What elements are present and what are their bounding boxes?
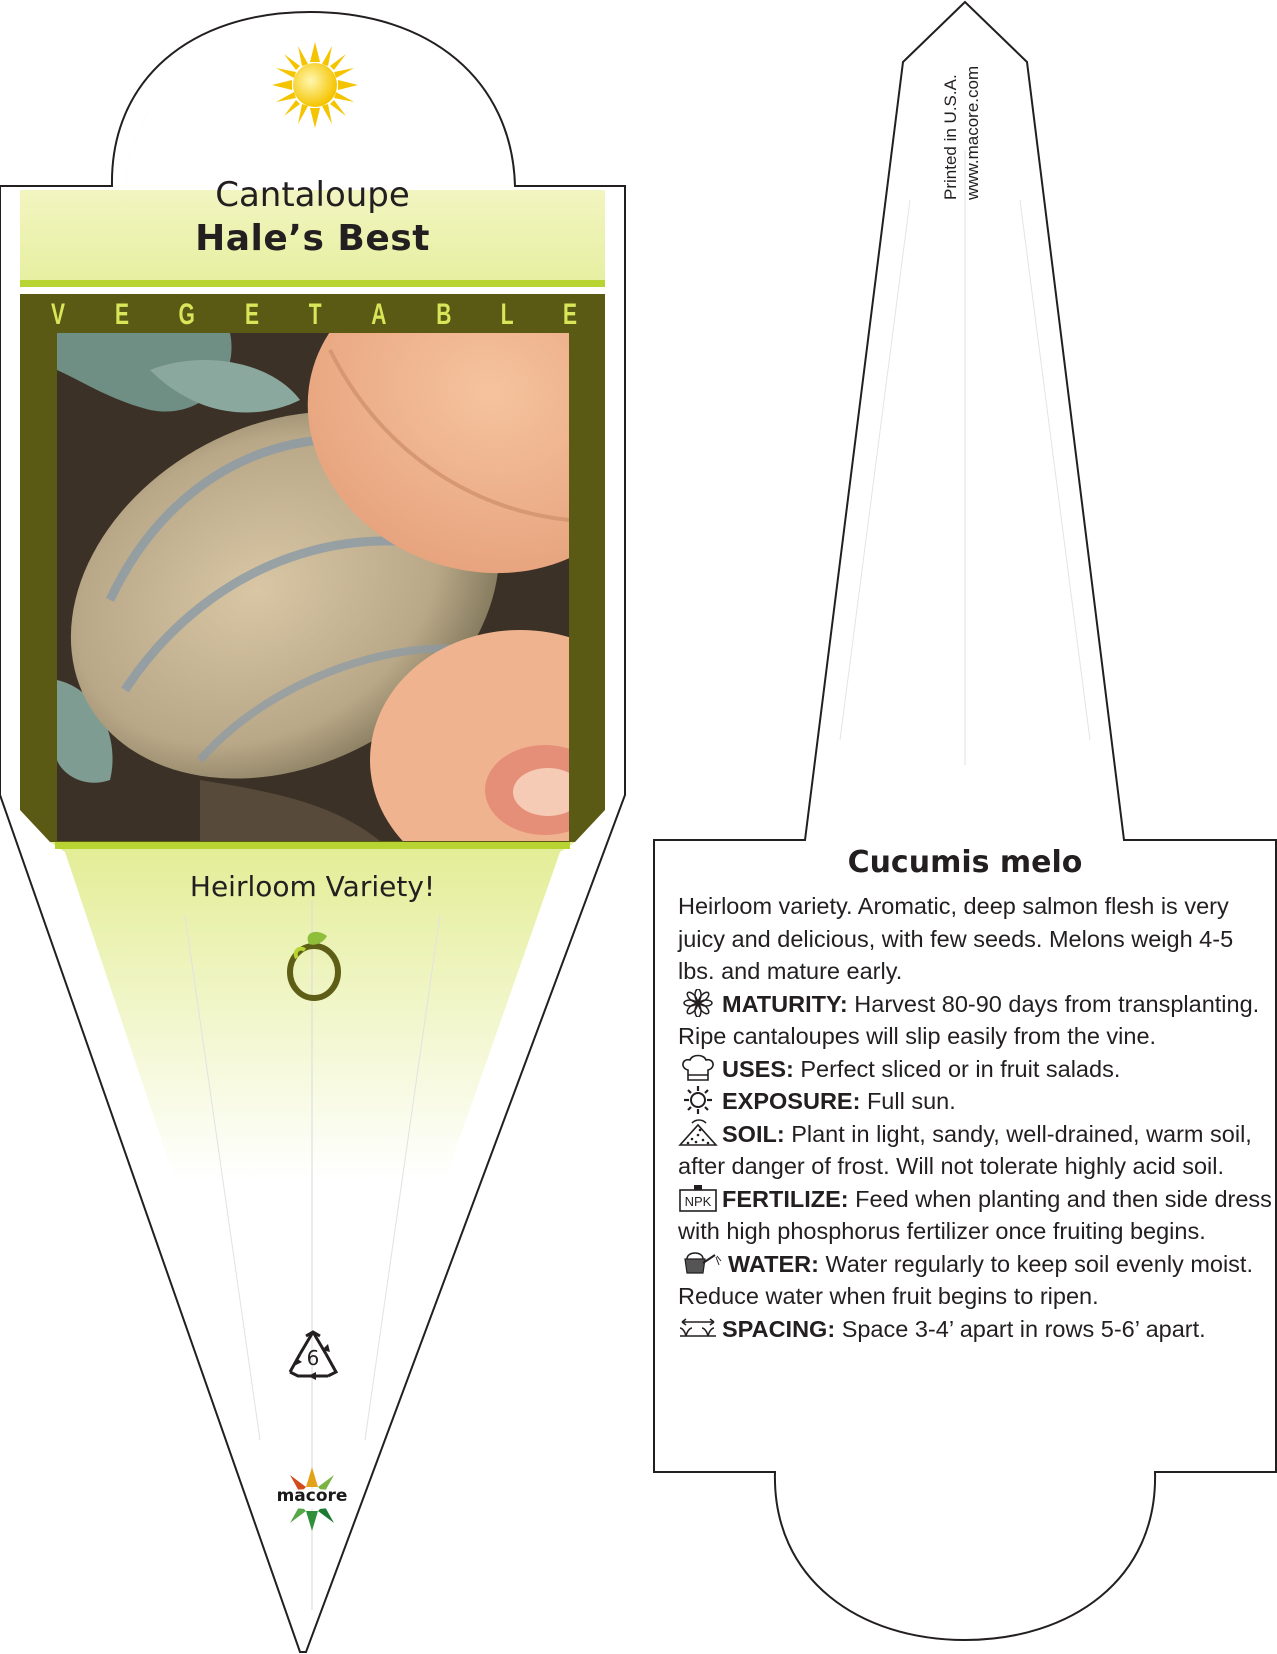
seed-sprout-icon: [283, 930, 345, 1002]
brand-name: macore: [276, 1486, 348, 1506]
care-item-uses: [678, 1053, 1273, 1086]
care-text: Harvest 80-90 days from transplanting. Ripe cantaloupes will slip easily from the vine.: [678, 990, 1260, 1049]
care-instructions: [678, 890, 1273, 1345]
care-text: Feed when planting and then side dress with high phosphorus fertilizer once fruiting begins.: [678, 1185, 1272, 1244]
care-item-fertilize: [678, 1183, 1273, 1248]
category-letter: L: [500, 298, 514, 331]
recycle-code: 6: [306, 1346, 320, 1370]
care-label: USES:: [722, 1055, 794, 1082]
care-label: SPACING:: [722, 1315, 836, 1342]
care-label: EXPOSURE:: [722, 1088, 861, 1114]
print-info: [940, 66, 984, 200]
care-text: Perfect sliced or in fruit salads.: [800, 1055, 1121, 1082]
soil-pile-icon: [678, 1119, 718, 1147]
variety-name: Hale’s Best: [195, 218, 430, 259]
description: Heirloom variety. Aromatic, deep salmon flesh is very juicy and delicious, with few seeds. Melons weigh 4-5 lbs. and mature early.: [678, 893, 1234, 984]
chef-hat-icon: [678, 1054, 718, 1082]
category-letter: E: [114, 298, 129, 331]
care-text: Space 3-4’ apart in rows 5-6’ apart.: [841, 1315, 1206, 1342]
care-item-spacing: [678, 1313, 1273, 1346]
scientific-name: Cucumis melo: [847, 845, 1083, 880]
sun-icon: [678, 1086, 718, 1114]
category-letter: E: [562, 298, 577, 331]
tagline: Heirloom Variety!: [189, 870, 436, 903]
care-text: Full sun.: [866, 1088, 956, 1114]
care-label: WATER:: [728, 1250, 819, 1277]
category-letter: B: [436, 298, 452, 331]
care-text: Plant in light, sandy, well-drained, warm soil, after danger of frost. Will not tolerate highly acid soil.: [678, 1120, 1252, 1179]
flower-icon: [678, 989, 718, 1017]
care-label: SOIL:: [722, 1120, 785, 1147]
watering-can-icon: [678, 1249, 724, 1277]
care-item-soil: [678, 1118, 1273, 1183]
care-item-exposure: [678, 1085, 1273, 1118]
care-label: MATURITY:: [722, 990, 848, 1017]
spacing-icon: [678, 1314, 718, 1342]
category-letter: E: [245, 298, 260, 331]
npk-label: NPK: [684, 1193, 712, 1209]
category-letter: T: [308, 298, 322, 331]
website-text: www.macore.com: [963, 65, 982, 200]
care-item-water: [678, 1248, 1273, 1313]
category-letter: G: [178, 298, 195, 331]
care-label: FERTILIZE:: [722, 1185, 849, 1212]
printed-in-text: Printed in U.S.A.: [941, 74, 960, 200]
common-name: Cantaloupe: [215, 175, 410, 215]
npk-fertilizer-icon: [678, 1184, 718, 1212]
category-letter: A: [370, 298, 386, 331]
care-item-maturity: [678, 988, 1273, 1053]
care-text: Water regularly to keep soil evenly moist. Reduce water when fruit begins to ripen.: [678, 1250, 1253, 1309]
category-letter: V: [51, 298, 66, 331]
